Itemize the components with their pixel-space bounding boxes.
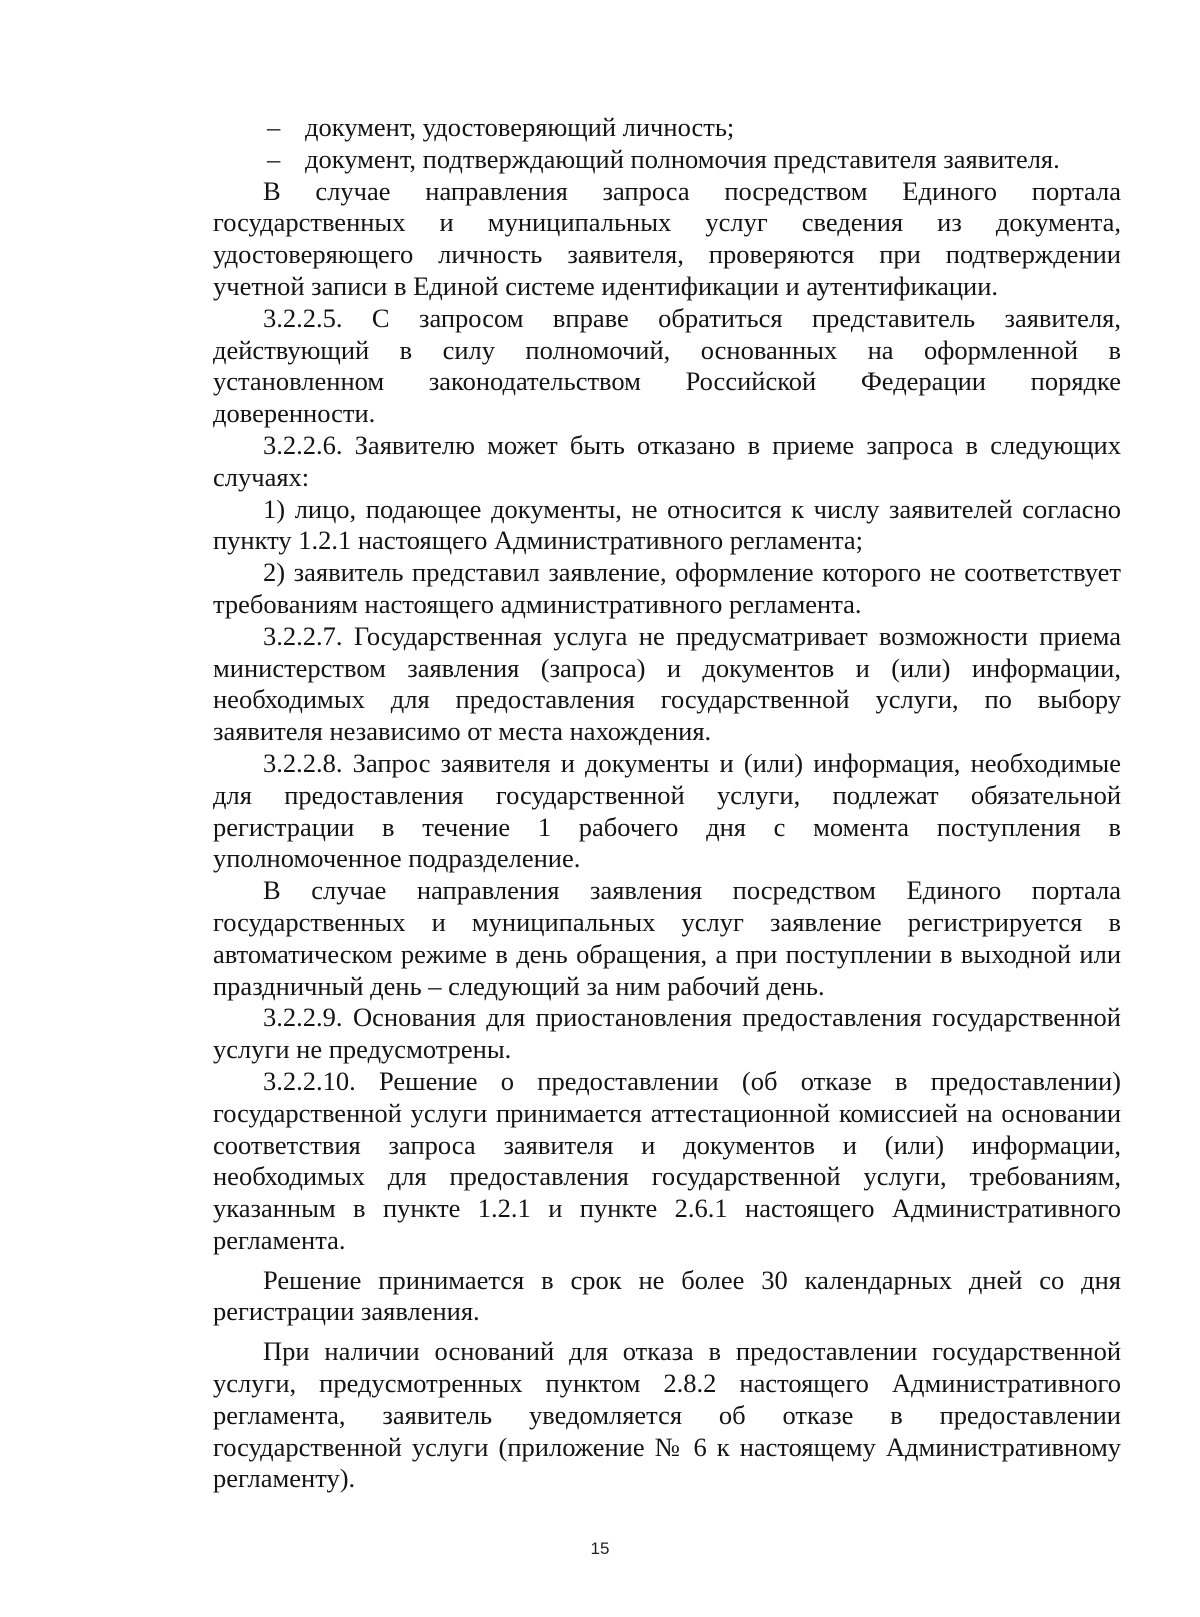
paragraph-3-2-2-6: 3.2.2.6. Заявителю может быть отказано в приеме запроса в следующих случаях: [213,429,1121,492]
paragraph-3-2-2-7: 3.2.2.7. Государственная услуга не предусматривает возможности приема министерством заявления (запроса) и документов и (или) информации, необходимых для предоставления государственной услуги, по выбору заявителя независимо от места нахождения. [213,620,1121,747]
page-number: 15 [590,1539,610,1558]
paragraph-3-2-2-5: 3.2.2.5. С запросом вправе обратиться представитель заявителя, действующий в силу полномочий, основанных на оформленной в установленном законодательством Российской Федерации порядке доверенности. [213,302,1121,429]
paragraph-decision-term: Решение принимается в срок не более 30 календарных дней со дня регистрации заявления. [213,1264,1121,1327]
paragraph-3-2-2-8: 3.2.2.8. Запрос заявителя и документы и (или) информация, необходимые для предоставления государственной услуги, подлежат обязательной регистрации в течение 1 рабочего дня с момента поступления в уполномоченное подразделение. [213,747,1121,874]
bullet-dash: – [267,143,281,174]
document-body [213,112,1121,1495]
paragraph-portal-verification: В случае направления запроса посредством Единого портала государственных и муниципальных услуг сведения из документа, удостоверяющего личность заявителя, проверяются при подтверждении учетной записи в Единой системе идентификации и аутентификации. [213,175,1121,301]
paragraph-refusal-reason-1: 1) лицо, подающее документы, не относится к числу заявителей согласно пункту 1.2.1 настоящего Административного регламента; [213,493,1121,556]
paragraph-3-2-2-9: 3.2.2.9. Основания для приостановления предоставления государственной услуги не предусмотрены. [213,1002,1121,1065]
list-item-identity-document [213,112,1121,144]
list-item-text: документ, удостоверяющий личность; [305,112,735,142]
paragraph-portal-registration: В случае направления заявления посредством Единого портала государственных и муниципальных услуг заявление регистрируется в автоматическом режиме в день обращения, а при поступлении в выходной или праздничный день – следующий за ним рабочий день. [213,875,1121,1001]
bullet-dash: – [267,112,281,142]
paragraph-refusal-notification: При наличии оснований для отказа в предоставлении государственной услуги, предусмотренных пунктом 2.8.2 настоящего Административного регламента, заявитель уведомляется об отказе в предоставлении государственной услуги (приложение № 6 к настоящему Административному регламенту). [213,1336,1121,1494]
paragraph-3-2-2-10: 3.2.2.10. Решение о предоставлении (об отказе в предоставлении) государственной услуги принимается аттестационной комиссией на основании соответствия запроса заявителя и документов и (или) информации, необходимых для предоставления государственной услуги, требованиям, указанным в пункте 1.2.1 и пункте 2.6.1 настоящего Административного регламента. [213,1065,1121,1255]
list-item-authority-document [213,144,1121,176]
list-item-text: документ, подтверждающий полномочия представителя заявителя. [305,143,1060,174]
paragraph-refusal-reason-2: 2) заявитель представил заявление, оформление которого не соответствует требованиям настоящего административного регламента. [213,557,1121,619]
